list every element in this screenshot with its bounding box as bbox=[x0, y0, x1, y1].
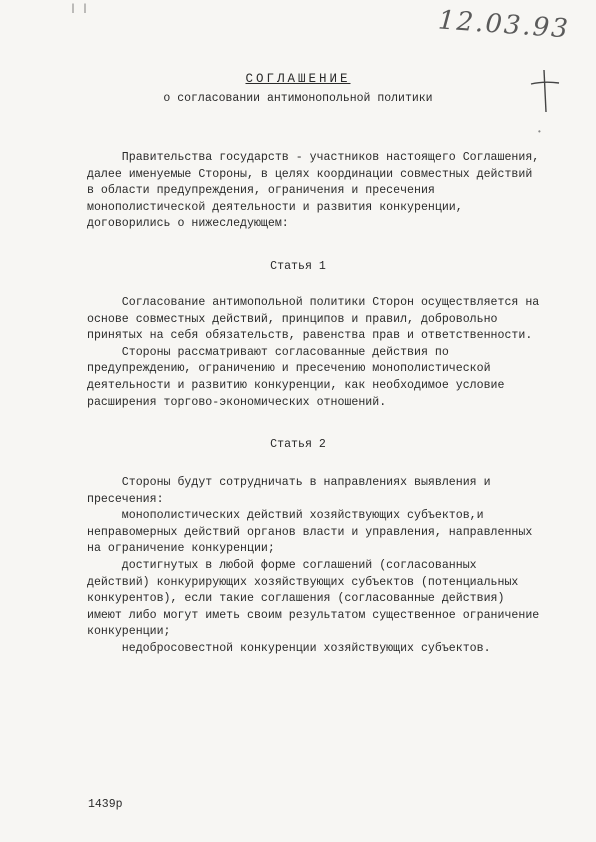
article-1-body bbox=[87, 295, 567, 411]
article-2-line: неправомерных действий органов власти и управления, направленных bbox=[87, 525, 533, 539]
preamble bbox=[87, 150, 567, 233]
article-2-line: пресечения: bbox=[87, 492, 164, 506]
preamble-line: монополистической деятельности и развития конкуренции, bbox=[87, 200, 463, 214]
article-1-heading: Статья 1 bbox=[270, 260, 326, 273]
article-2-line: действий) конкурирующих хозяйствующих субъектов (потенциальных bbox=[87, 575, 519, 589]
margin-marks: | | bbox=[70, 4, 89, 15]
article-2-line: достигнутых в любой форме соглашений (согласованных bbox=[87, 558, 477, 572]
document-subtitle: о согласовании антимонопольной политики bbox=[163, 92, 433, 105]
small-mark: • bbox=[537, 128, 542, 137]
article-2-line: на ограничение конкуренции; bbox=[87, 542, 275, 556]
article-1-line: принятых на себя обязательств, равенства прав и ответственности. bbox=[87, 329, 533, 343]
article-2-heading: Статья 2 bbox=[270, 438, 326, 451]
preamble-line: Правительства государств - участников настоящего Соглашения, bbox=[87, 151, 540, 164]
article-1-line: расширения торгово-экономических отношений. bbox=[87, 395, 387, 409]
article-2-line: монополистических действий хозяйствующих субъектов,и bbox=[87, 509, 484, 523]
preamble-line: далее именуемые Стороны, в целях координации совместных действий bbox=[87, 167, 533, 181]
article-2-line: конкуренции; bbox=[87, 625, 171, 639]
preamble-line: в области предупреждения, ограничения и пресечения bbox=[87, 184, 435, 198]
article-1-line: предупреждению, ограничению и пресечению монополистической bbox=[87, 362, 491, 376]
document-code: 1439р bbox=[88, 798, 123, 811]
article-2-line: конкурентов), если такие соглашения (согласованные действия) bbox=[87, 592, 505, 606]
article-1-line: деятельности и развитию конкуренции, как необходимое условие bbox=[87, 378, 505, 392]
article-2-line: недобросовестной конкуренции хозяйствующих субъектов. bbox=[87, 641, 491, 655]
article-1-line: основе совместных действий, принципов и правил, добровольно bbox=[87, 312, 498, 326]
article-2-line: Стороны будут сотрудничать в направлениях выявления и bbox=[87, 476, 491, 489]
article-2-line: имеют либо могут иметь своим результатом существенное ограничение bbox=[87, 608, 540, 622]
article-1-line: Стороны рассматривают согласованные действия по bbox=[87, 345, 449, 359]
article-2-body bbox=[87, 475, 567, 658]
document-title: СОГЛАШЕНИЕ bbox=[245, 72, 351, 86]
handwritten-date: 12.03.93 bbox=[437, 5, 571, 45]
article-1-line: Согласование антимопольной политики Сторон осуществляется на bbox=[87, 296, 540, 309]
preamble-line: договорились о нижеследующем: bbox=[87, 217, 289, 231]
